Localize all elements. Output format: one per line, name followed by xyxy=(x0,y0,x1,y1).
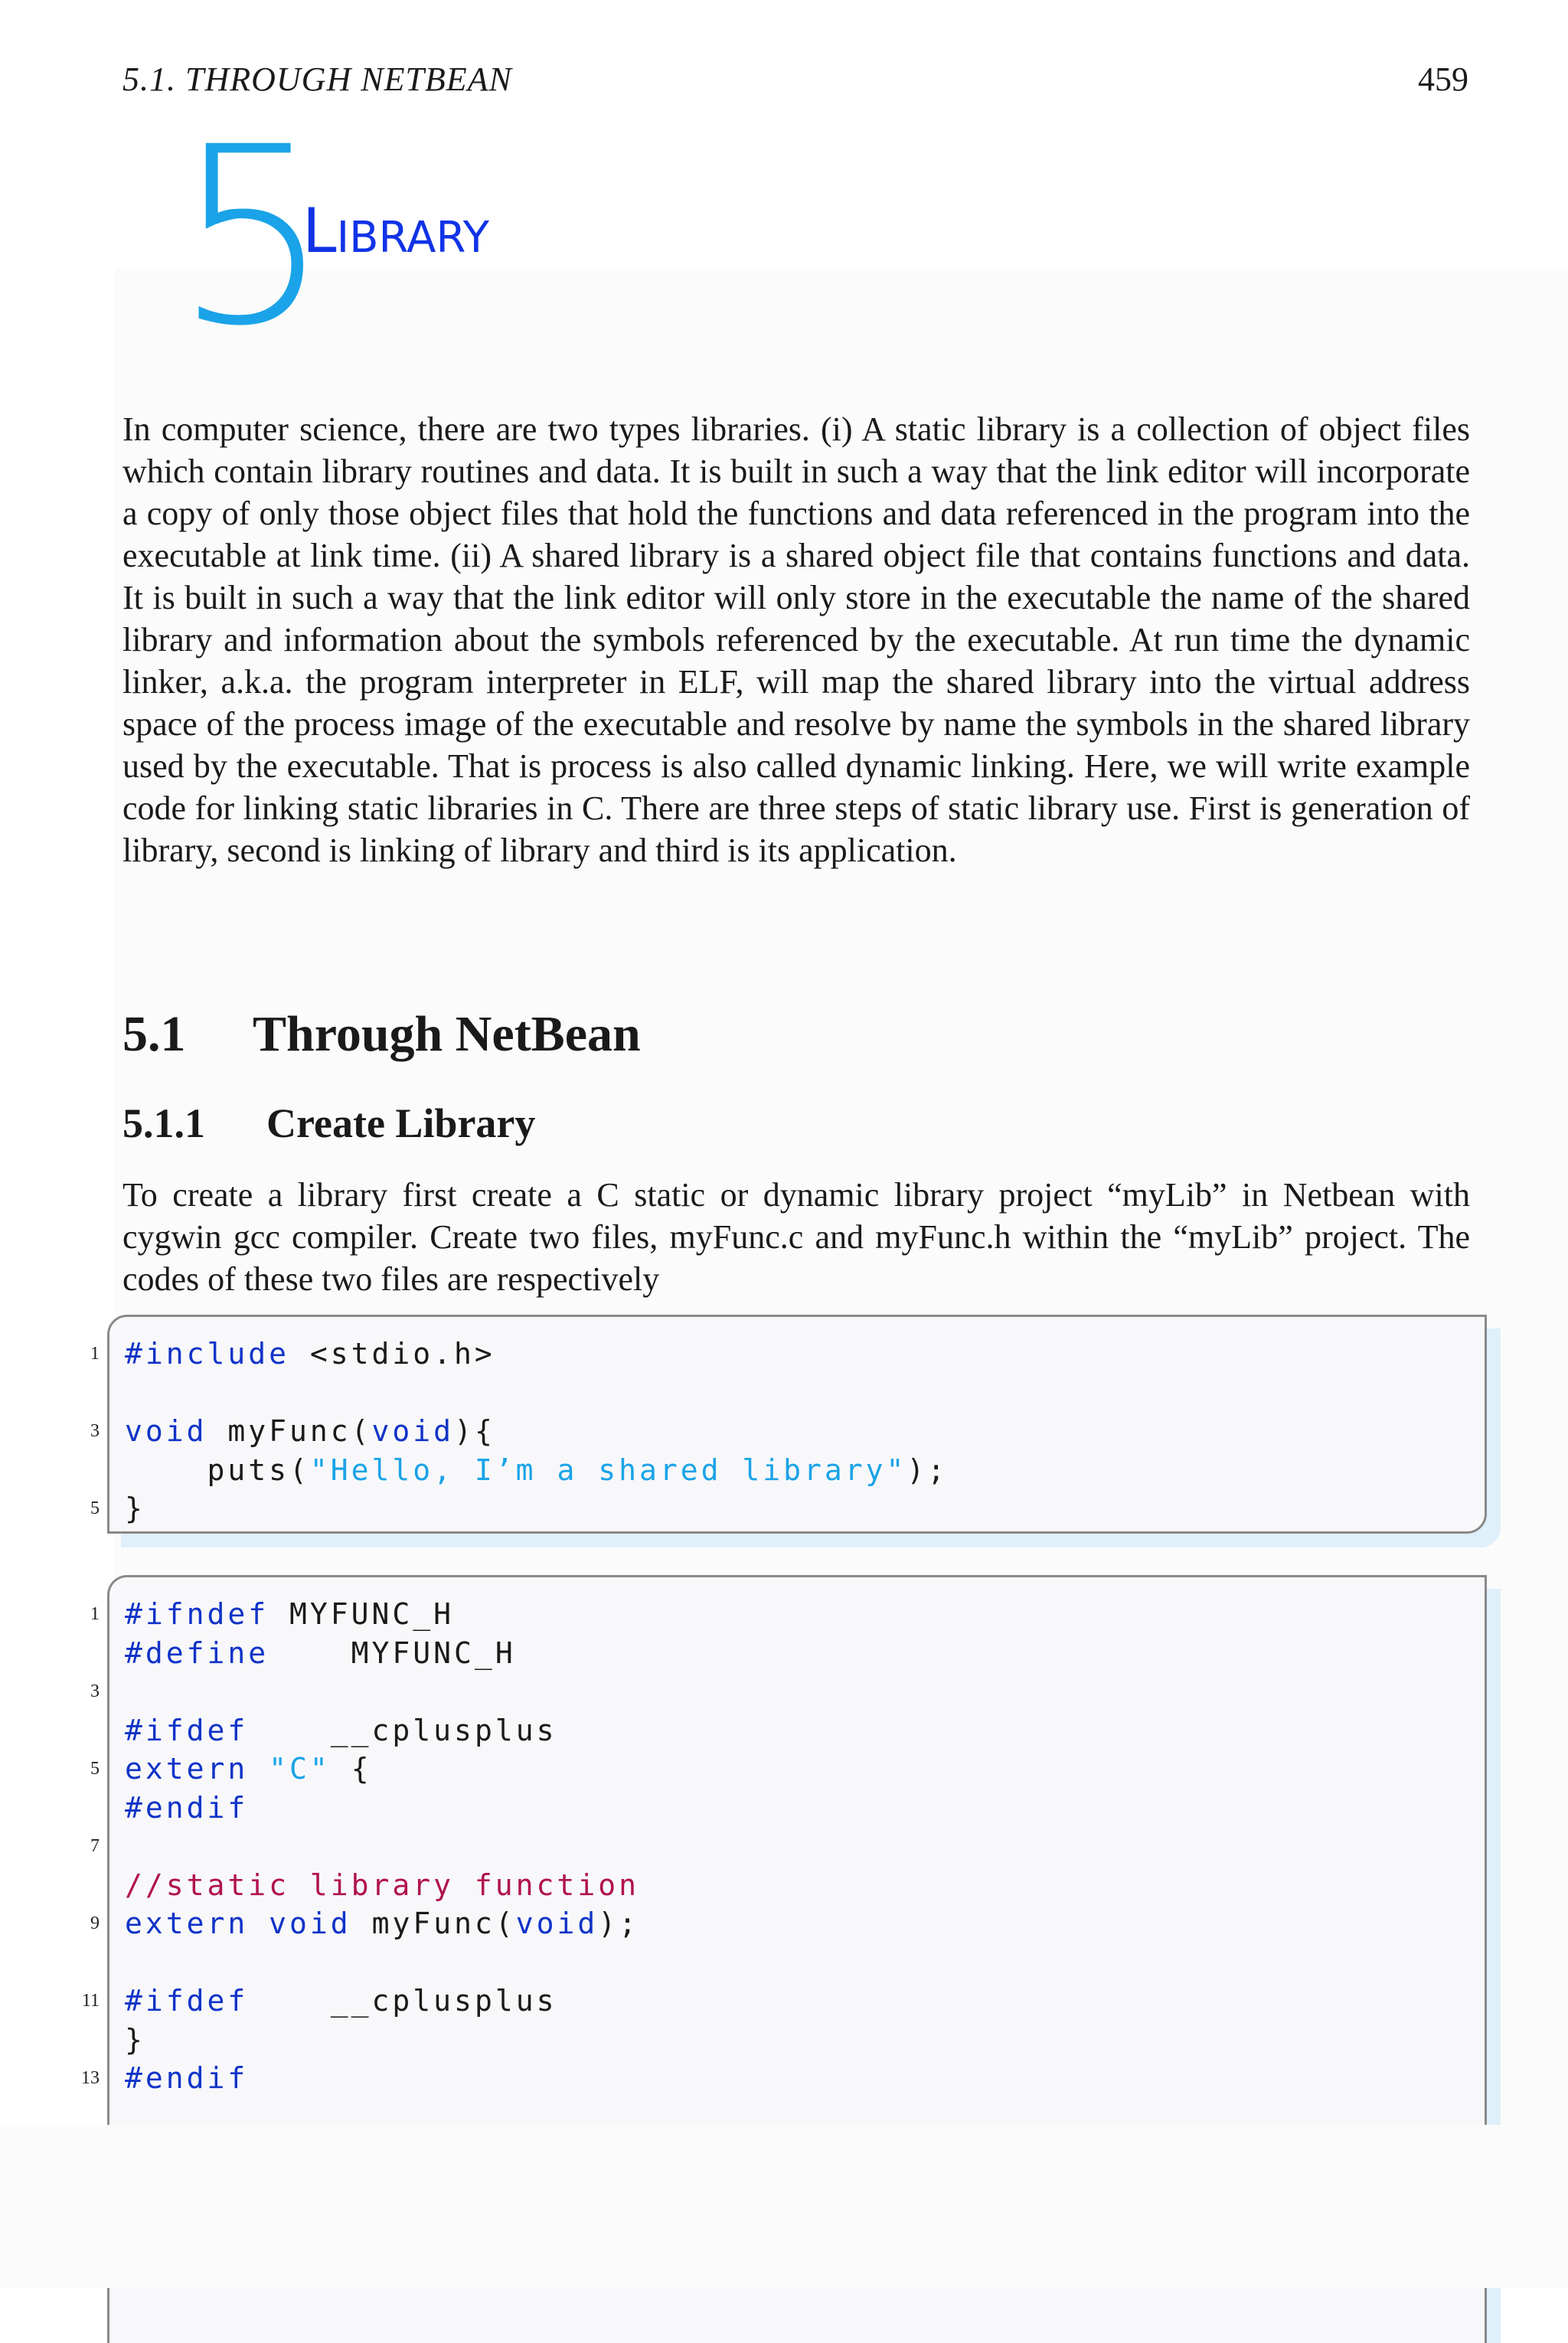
code-token: void xyxy=(269,1907,351,1940)
subsection-number: 5.1.1 xyxy=(122,1100,205,1146)
code-token: #endif xyxy=(125,1790,249,1825)
code-token: ); xyxy=(906,1453,949,1487)
code-token: "C" xyxy=(269,1752,331,1786)
code-token: MYFUNC_H xyxy=(269,1636,516,1670)
subsection-title: Create Library xyxy=(266,1100,536,1146)
code-token: myFunc( xyxy=(351,1907,516,1940)
code-line xyxy=(125,1750,372,1788)
code-line xyxy=(125,1412,495,1450)
line-number: 3 xyxy=(90,1681,100,1701)
code-token: puts( xyxy=(125,1453,310,1487)
code-token: #endif xyxy=(125,2061,249,2095)
code-line xyxy=(125,1489,145,1528)
line-number: 1 xyxy=(90,1344,100,1364)
chapter-number: 5 xyxy=(175,95,331,380)
code-line xyxy=(125,1335,495,1373)
code-line xyxy=(125,1595,454,1633)
code-token: "Hello, I’m a shared library" xyxy=(309,1453,907,1487)
subsection-paragraph: To create a library first create a C static or dynamic library project “myLib” in Netbean with cygwin gcc compiler. Create two files, myFunc.c and myFunc.h within the “myLib” project. The codes of these two files are respectively xyxy=(122,1176,1470,1298)
code-token: __cplusplus xyxy=(248,1713,557,1747)
code-line xyxy=(125,1866,639,1904)
running-header: 5.1. THROUGH NETBEAN xyxy=(122,60,512,98)
code-token: <stdio.h> xyxy=(289,1337,495,1371)
code-token: myFunc( xyxy=(207,1414,372,1448)
code-token: #ifdef xyxy=(125,1713,249,1747)
line-number: 3 xyxy=(90,1421,100,1441)
code-line xyxy=(125,1789,248,1827)
code-line xyxy=(125,1982,557,2020)
code-line xyxy=(125,1451,948,1489)
code-token: void xyxy=(125,1414,207,1448)
section-number: 5.1 xyxy=(122,1006,186,1062)
intro-paragraph: In computer science, there are two types libraries. (i) A static library is a collection of object files which contain library routines and data. It is built in such a way that the link editor will incorporate a copy of only those object files that hold the functions and data referenced in the program into the executable at link time. (ii) A shared library is a shared object file that contains functions and data. It is built in such a way that the link editor will only store in the executable the name of the shared library and information about the symbols referenced by the executable. At run time the dynamic linker, a.k.a. the program interpreter in ELF, will map the shared library into the virtual address space of the process image of the executable and resolve by name the symbols in the shared library used by the executable. That is process is also called dynamic linking. Here, we will write example code for linking static libraries in C. There are three steps of static library use. First is generation of library, second is linking of library and third is its application. xyxy=(122,410,1470,869)
code-token: extern xyxy=(125,1752,249,1786)
section-heading xyxy=(122,1006,641,1062)
code-line xyxy=(125,1711,557,1750)
page-bottom xyxy=(0,2125,1568,2288)
code-token: #ifdef xyxy=(125,1984,249,2018)
code-token: __cplusplus xyxy=(248,1984,557,2018)
code-listing-myfunc-c xyxy=(107,1315,1487,1534)
line-number: 5 xyxy=(90,1498,100,1518)
code-token xyxy=(248,1907,269,1940)
code-token: } xyxy=(125,1492,145,1525)
code-line xyxy=(125,1634,516,1672)
line-number: 13 xyxy=(81,2068,100,2088)
code-token: #include xyxy=(125,1337,290,1371)
code-line xyxy=(125,1904,639,1943)
code-token: extern xyxy=(125,1907,249,1940)
page-number: 459 xyxy=(1418,60,1468,98)
line-number: 5 xyxy=(90,1759,100,1779)
code-token: ){ xyxy=(454,1414,495,1448)
code-token: ); xyxy=(598,1907,639,1940)
line-number: 9 xyxy=(90,1913,100,1933)
code-line xyxy=(125,2059,248,2097)
chapter-title: Library xyxy=(302,195,489,266)
line-number: 7 xyxy=(90,1836,100,1856)
section-title: Through NetBean xyxy=(253,1006,641,1062)
line-number: 11 xyxy=(81,1991,100,2011)
code-token: //static library function xyxy=(125,1868,639,1902)
subsection-heading xyxy=(122,1100,536,1146)
code-token: #define xyxy=(125,1636,270,1670)
code-token: MYFUNC_H xyxy=(269,1597,455,1631)
line-number: 1 xyxy=(90,1604,100,1624)
code-token: } xyxy=(125,2022,145,2057)
code-token: void xyxy=(371,1414,455,1448)
code-token: void xyxy=(515,1907,599,1940)
code-token: { xyxy=(330,1752,372,1786)
code-line xyxy=(125,2021,145,2059)
code-token xyxy=(248,1752,269,1786)
code-token: #ifndef xyxy=(125,1597,270,1631)
